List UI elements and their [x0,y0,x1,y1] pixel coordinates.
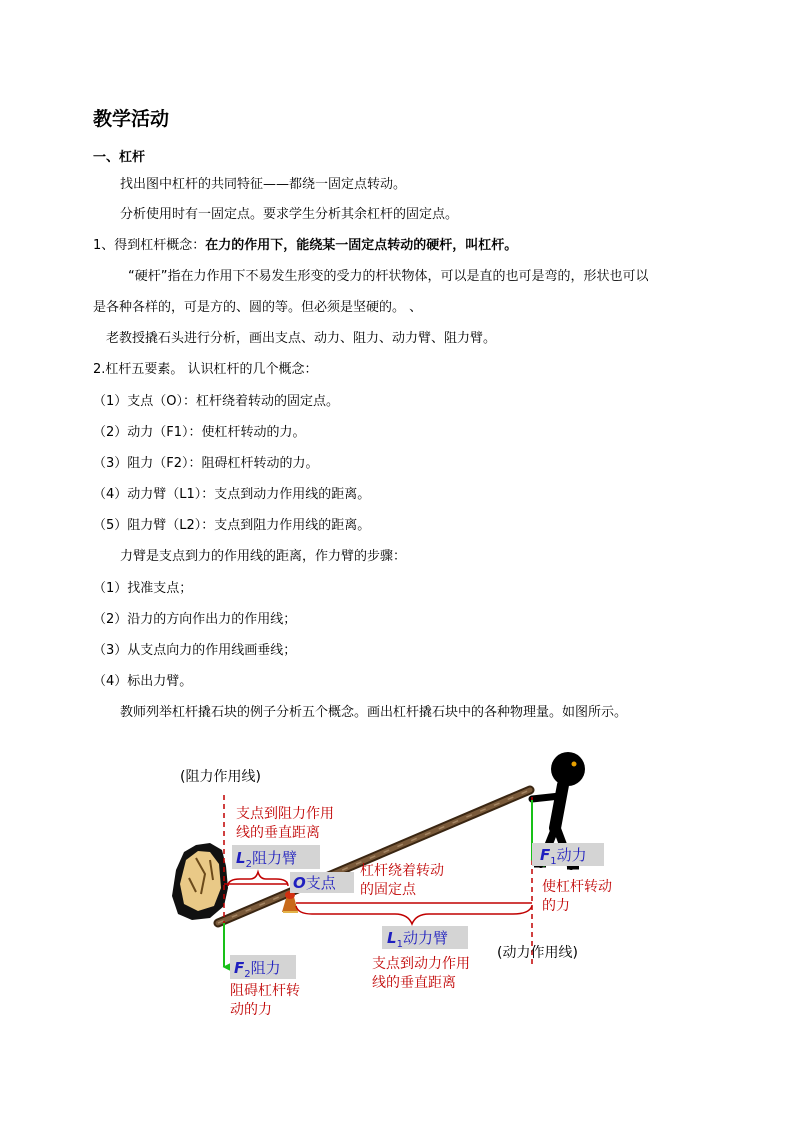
paragraph-fixed-point: 分析使用时有一固定点。要求学生分析其余杠杆的固定点。 [120,207,459,222]
f1-desc-line-2: 的力 [542,898,570,914]
definition-effort-force: （2）动力（F1）：使杠杆转动的力。 [93,425,306,440]
f1-desc-line-1: 使杠杆转动 [542,879,612,895]
o-text: 支点 [305,874,336,892]
section-lever-title: 一、杠杆 [93,150,146,165]
fulcrum-desc-line-2: 的固定点 [360,882,416,898]
resistance-line-label: (阻力作用线) [180,769,261,785]
paragraph-teacher-example: 教师列举杠杆撬石块的例子分析五个概念。画出杠杆撬石块中的各种物理量。如图所示。 [120,705,628,720]
paragraph-common-feature: 找出图中杠杆的共同特征——都绕一固定点转动。 [120,177,407,192]
l1-subscript: 1 [396,939,403,950]
f1-label [540,846,587,867]
paragraph-arm-steps: 力臂是支点到力的作用线的距离，作力臂的步骤： [120,549,407,564]
definition-resistance-force: （3）阻力（F2）：阻碍杠杆转动的力。 [93,456,319,471]
l2-desc-line-1: 支点到阻力作用 [236,806,334,822]
l2-symbol: L [236,849,246,867]
f2-symbol: F [234,959,245,977]
l1-label [387,929,448,950]
definition-resistance-arm: （5）阻力臂（L2）：支点到阻力作用线的距离。 [93,518,371,533]
o-label [293,874,337,892]
page-heading: 教学活动 [93,108,170,130]
l1-desc-line-1: 支点到动力作用 [372,956,470,972]
step-2: （2）沿力的方向作出力的作用线； [93,612,297,627]
l2-label [236,849,297,870]
f2-desc-line-1: 阻碍杠杆转 [230,983,300,999]
f2-text: 阻力 [250,959,281,977]
step-4: （4）标出力臂。 [93,674,193,689]
concept-definition: 在力的作用下，能绕某一固定点转动的硬杆，叫杠杆。 [205,238,518,253]
rock-icon [172,843,228,920]
f1-text: 动力 [556,846,587,864]
f2-desc-line-2: 动的力 [230,1002,272,1018]
step-1: （1）找准支点； [93,581,193,596]
effort-line-label: (动力作用线) [497,945,578,961]
paragraph-professor-analysis: 老教授撬石头进行分析，画出支点、动力、阻力、动力臂、阻力臂。 [106,331,497,346]
paragraph-rigid-rod-2: 是各种各样的，可是方的、圆的等。但必须是坚硬的。 、 [93,300,423,315]
f1-symbol: F [540,846,551,864]
l2-subscript: 2 [245,859,252,870]
definition-effort-arm: （4）动力臂（L1）：支点到动力作用线的距离。 [93,487,371,502]
l1-brace [296,906,532,924]
concept-prefix: 1、得到杠杆概念： [93,238,206,253]
f1-subscript: 1 [550,856,557,867]
o-symbol: O [293,874,306,892]
l1-symbol: L [387,929,397,947]
paragraph-five-elements: 2.杠杆五要素。 认识杠杆的几个概念： [93,362,318,377]
l2-desc-line-2: 线的垂直距离 [236,825,320,841]
step-3: （3）从支点向力的作用线画垂线； [93,643,297,658]
fulcrum-desc-line-1: 杠杆绕着转动 [360,863,444,879]
l2-text: 阻力臂 [251,849,297,867]
l1-text: 动力臂 [402,929,448,947]
paragraph-rigid-rod-1: “硬杆”指在力作用下不易发生形变的受力的杆状物体，可以是直的也可是弯的，形状也可以 [128,269,649,284]
definition-fulcrum: （1）支点（O）：杠杆绕着转动的固定点。 [93,394,340,409]
l1-desc-line-2: 线的垂直距离 [372,975,456,991]
f2-label [234,959,281,980]
f2-subscript: 2 [244,969,251,980]
